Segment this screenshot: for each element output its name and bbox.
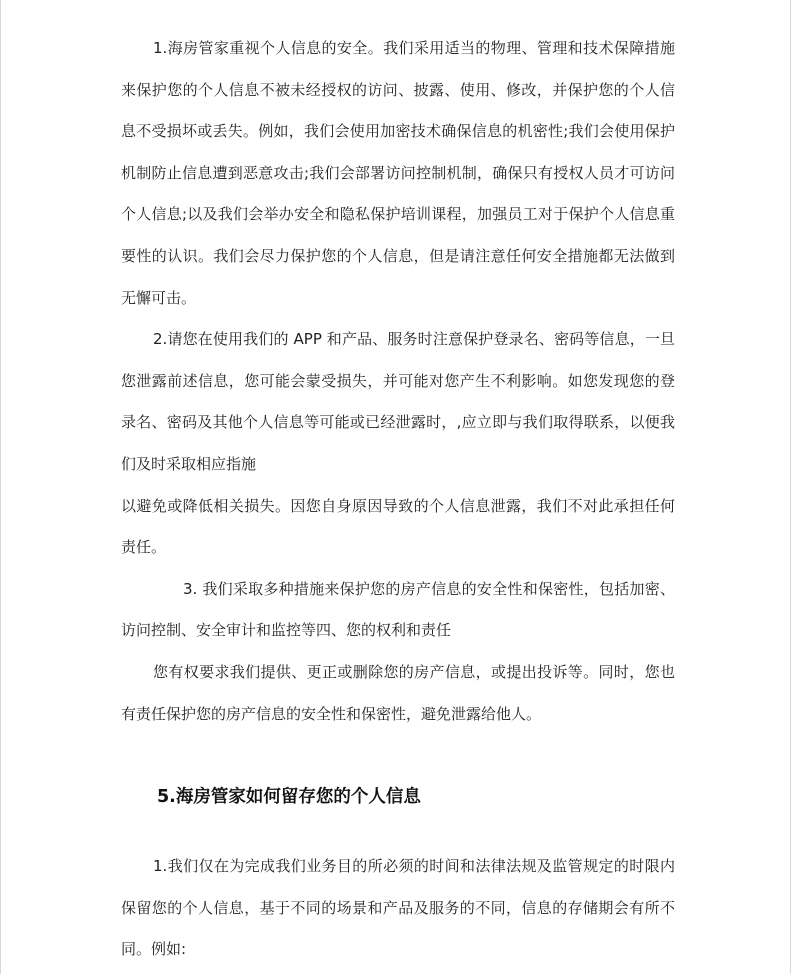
document-body: [121, 28, 675, 959]
paragraph-login-protection: 2.请您在使用我们的 APP 和产品、服务时注意保护登录名、密码等信息，一旦您泄露前述信息，您可能会蒙受损失，并可能对您产生不利影响。如您发现您的登录名、密码及其他个人信息等可能或已经泄露时，,应立即与我们取得联系，以便我们及时采取相应指施: [121, 330, 675, 473]
paragraph-loss-avoidance: 以避免或降低相关损失。因您自身原因导致的个人信息泄露，我们不对此承担任何责任。: [121, 496, 675, 557]
section-heading-retention: 5.海房管家如何留存您的个人信息: [157, 787, 421, 807]
section-retention-body: [121, 846, 675, 971]
paragraph-retention-period: 1.我们仅在为完成我们业务目的所必须的时间和法律法规及监管规定的时限内保留您的个人信息，基于不同的场景和产品及服务的不同，信息的存储期会有所不同。例如:: [121, 857, 675, 959]
paragraph-security-measures: 1.海房管家重视个人信息的安全。我们采用适当的物理、管理和技术保障措施来保护您的个人信息不被未经授权的访问、披露、使用、修改，并保护您的个人信息不受损坏或丢失。例如，我们会使用加密技术确保信息的机密性;我们会使用保护机制防止信息遭到恶意攻击;我们会部署访问控制机制，确保只有授权人员才可访问个人信息;以及我们会举办安全和隐私保护培训课程，加强员工对于保护个人信息重要性的认识。我们会尽力保护您的个人信息，但是请注意任何安全措施都无法做到无懈可击。: [121, 39, 675, 307]
paragraph-rights-responsibilities: 您有权要求我们提供、更正或删除您的房产信息，或提出投诉等。同时，您也有责任保护您的房产信息的安全性和保密性，避免泄露给他人。: [121, 662, 675, 723]
paragraph-property-protection: 3. 我们采取多种措施来保护您的房产信息的安全性和保密性，包括加密、访问控制、安全审计和监控等四、您的权利和责任: [121, 579, 675, 640]
